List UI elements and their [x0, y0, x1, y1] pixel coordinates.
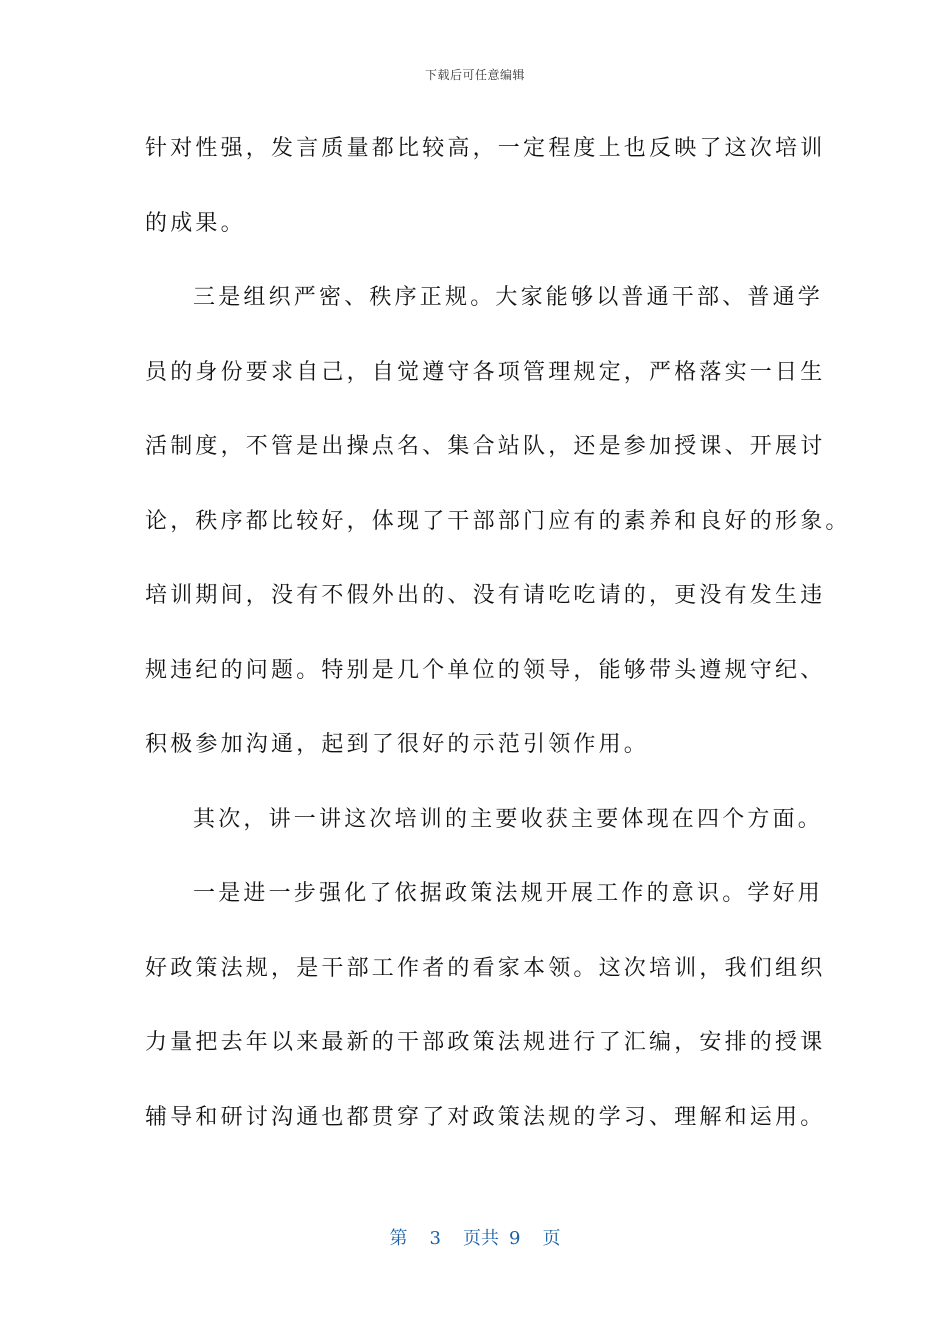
footer-current-page: 3 [429, 1228, 441, 1249]
text-line: 积极参加沟通，起到了很好的示范引领作用。 [145, 732, 650, 757]
text-line: 好政策法规，是干部工作者的看家本领。这次培训，我们组织 [145, 955, 826, 981]
footer-prefix: 第 [389, 1228, 408, 1249]
page-header-note: 下载后可任意编辑 [424, 68, 525, 82]
text-line: 员的身份要求自己，自觉遵守各项管理规定，严格落实一日生 [145, 359, 826, 385]
document-body [145, 112, 851, 1155]
text-line: 针对性强，发言质量都比较高，一定程度上也反映了这次培训 [145, 136, 826, 161]
text-line: 力量把去年以来最新的干部政策法规进行了汇编，安排的授课 [145, 1030, 826, 1055]
text-line: 其次，讲一讲这次培训的主要收获主要体现在四个方面。 [193, 806, 824, 832]
text-line: 论，秩序都比较好，体现了干部部门应有的素养和良好的形象。 [145, 508, 851, 534]
footer-total-pages: 9 [509, 1228, 521, 1249]
text-line: 活制度，不管是出操点名、集合站队，还是参加授课、开展讨 [145, 434, 826, 459]
text-line: 三是组织严密、秩序正规。大家能够以普通干部、普通学 [193, 285, 824, 310]
page-footer [0, 1224, 950, 1250]
footer-middle: 页共 [463, 1228, 499, 1249]
text-line: 的成果。 [145, 210, 246, 236]
text-line: 辅导和研讨沟通也都贯穿了对政策法规的学习、理解和运用。 [145, 1104, 826, 1130]
text-line: 培训期间，没有不假外出的、没有请吃吃请的，更没有发生违 [145, 583, 826, 608]
text-line: 规违纪的问题。特别是几个单位的领导，能够带头遵规守纪、 [145, 657, 826, 683]
footer-suffix: 页 [542, 1228, 561, 1249]
text-line: 一是进一步强化了依据政策法规开展工作的意识。学好用 [193, 881, 824, 906]
